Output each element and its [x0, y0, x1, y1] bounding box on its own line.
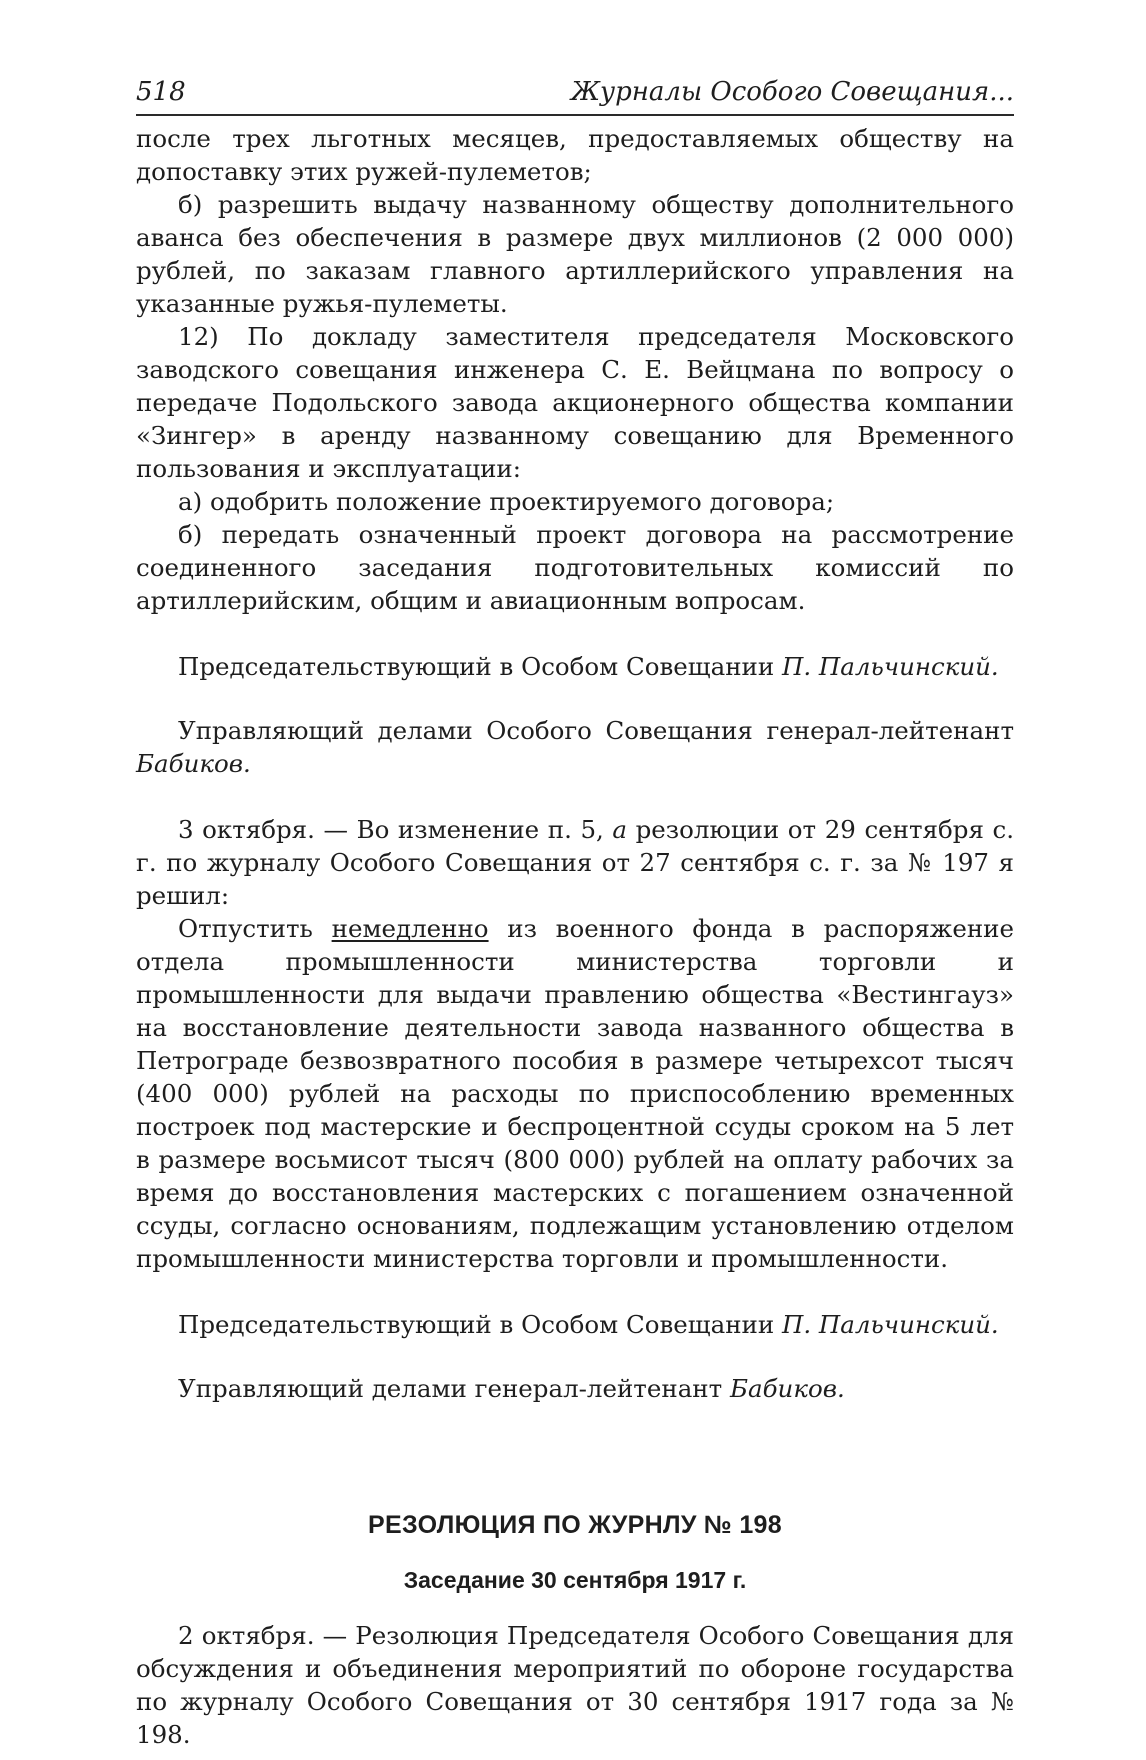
signature-name: Бабиков.: [136, 749, 251, 778]
signature-name: Бабиков.: [729, 1374, 845, 1403]
signature-manager-2: [136, 1372, 1014, 1405]
section-subheading: Заседание 30 сентября 1917 г.: [403, 1567, 747, 1593]
signature-name: П. Пальчинский.: [781, 1310, 999, 1339]
text-run: резолюции от 29 сентября с. г. по журналу Особого Совещания от 27 сентября с. г. за № 197 я решил:: [136, 815, 1014, 910]
text-run: 3 октября. — Во изменение п. 5,: [178, 815, 604, 844]
paragraph-item-12: 12) По докладу заместителя председателя Московского заводского совещания инженера С. Е. Вейцмана по вопросу о передаче Подольского завода акционерного общества компании «Зингер» в аренду названному совещанию для Временного пользования и эксплуатации:: [136, 322, 1014, 483]
paragraph-october-3: [136, 813, 1014, 912]
paragraph-release-funds: [136, 912, 1014, 1275]
underlined-word: немедленно: [331, 914, 489, 943]
paragraph-item-b-transfer: б) передать означенный проект договора на рассмотрение соединенного заседания подготовительных комиссий по артиллерийским, общим и авиационным вопросам.: [136, 520, 1014, 615]
running-header: [136, 72, 1014, 112]
text-run: из военного фонда в распоряжение отдела промышленности министерства торговли и промышленности для выдачи правлению общества «Вестингауз» на восстановление деятельности завода названного общества в Петрограде безвозвратного пособия в размере четырехсот тысяч (400 000) рублей на расходы по приспособлению временных построек под мастерские и беспроцентной ссуды сроком на 5 лет в размере восьмисот тысяч (800 000) рублей на оплату рабочих за время до восстановления мастерских с погашением означенной ссуды, согласно основаниям, подлежащим установлению отделом промышленности министерства торговли и промышленности.: [136, 914, 1014, 1273]
paragraph-continuation: после трех льготных месяцев, предоставляемых обществу на допоставку этих ружей-пулеметов;: [136, 124, 1014, 186]
signature-role: Председательствующий в Особом Совещании: [178, 652, 775, 681]
page-number: 518: [136, 77, 186, 107]
running-title: Журналы Особого Совещания...: [570, 77, 1014, 107]
paragraph-october-2: 2 октября. — Резолюция Председателя Особого Совещания для обсуждения и объединения мероприятий по обороне государства по журналу Особого Совещания от 30 сентября 1917 года за № 198.: [136, 1621, 1014, 1749]
section-heading: РЕЗОЛЮЦИЯ ПО ЖУРНЛУ № 198: [368, 1511, 782, 1539]
signature-manager: [136, 714, 1014, 780]
paragraph-item-b-advance: б) разрешить выдачу названному обществу дополнительного аванса без обеспечения в размере двух миллионов (2 000 000) рублей, по заказам главного артиллерийского управления на указанные ружья-пулеметы.: [136, 190, 1014, 318]
italic-letter: а: [612, 815, 628, 844]
signature-role: Управляющий делами Особого Совещания генерал-лейтенант: [178, 716, 1014, 745]
signature-role: Председательствующий в Особом Совещании: [178, 1310, 775, 1339]
paragraph-item-a-approve: а) одобрить положение проектируемого договора;: [178, 487, 835, 516]
text-run: Отпустить: [178, 914, 313, 943]
signature-role: Управляющий делами генерал-лейтенант: [178, 1374, 723, 1403]
signature-chairman-2: [136, 1308, 1014, 1341]
signature-chairman: [136, 650, 1014, 683]
header-rule: [136, 114, 1014, 116]
document-page: [136, 72, 1014, 1751]
signature-name: П. Пальчинский.: [781, 652, 999, 681]
